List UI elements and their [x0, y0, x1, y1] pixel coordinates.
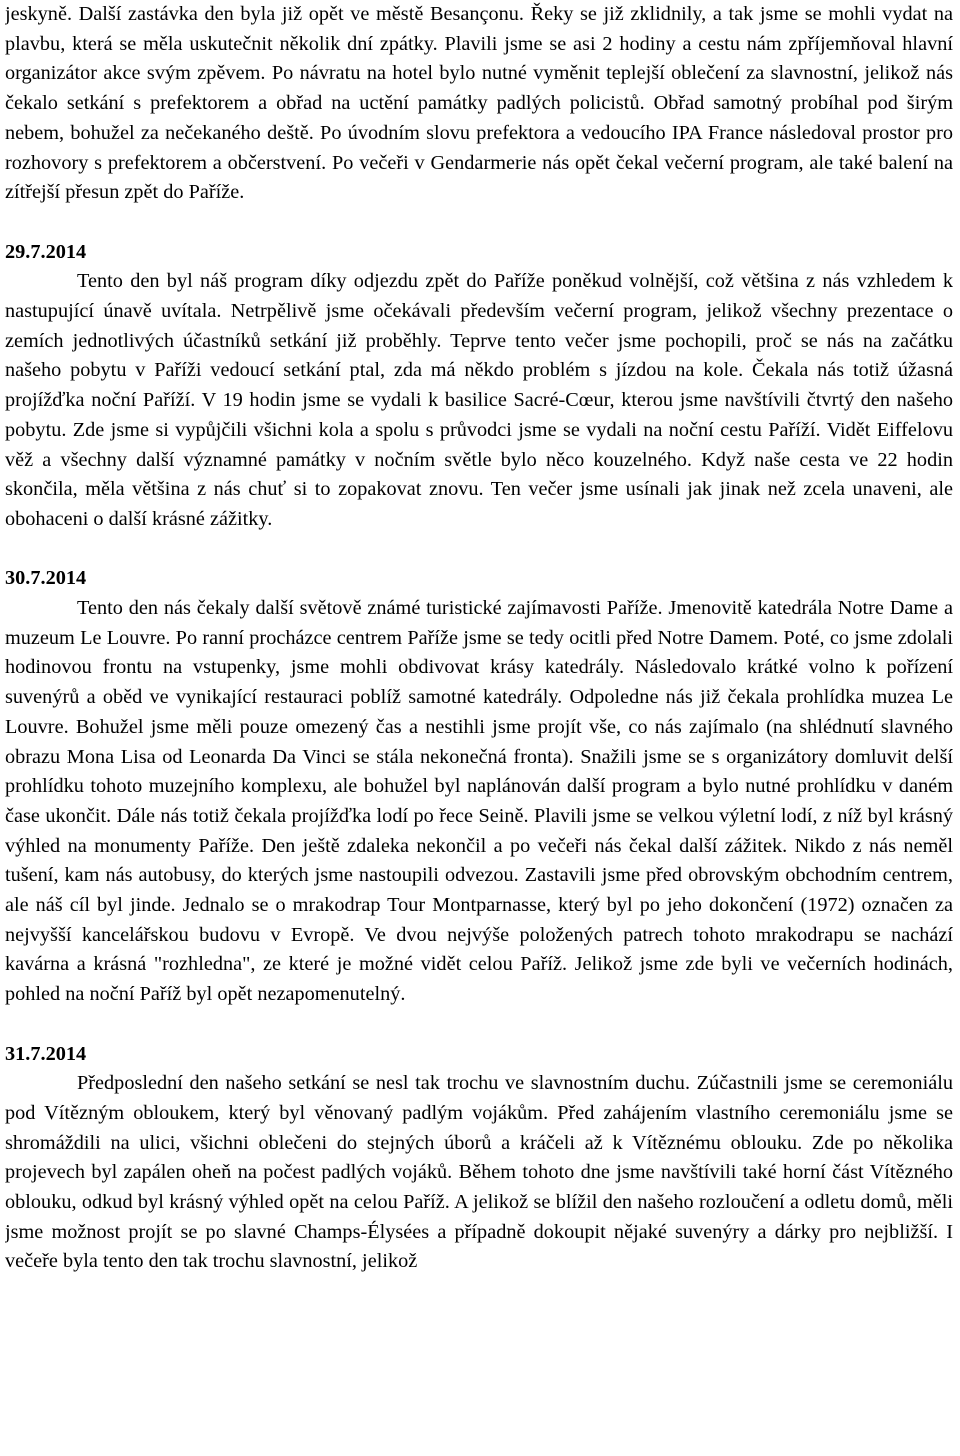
section-date-heading: 31.7.2014	[5, 1042, 87, 1065]
section-date-heading: 29.7.2014	[5, 240, 87, 263]
section-date-heading: 30.7.2014	[5, 567, 87, 590]
section-paragraph: Tento den byl náš program díky odjezdu zpět do Paříže poněkud volnější, což většina z nás vzhledem k nastupující únavě uvítala. Netrpělivě jsme očekávali především večerní program, jelikož všechny prezentace o zemích jednotlivých účastníků setkání již proběhly. Teprve tento večer jsme pochopili, proč se nás na začátku našeho pobytu v Paříži vedoucí setkání ptal, zda má někdo problém s jízdou na kole. Čekala nás totiž úžasná projížďka noční Paříží. V 19 hodin jsme se vydali k basilice Sacré-Cœur, kterou jsme navštívili čtvrtý den našeho pobytu. Zde jsme si vypůjčili všichni kola a spolu s průvodci jsme se vydali na noční cestu Paříží. Vidět Eiffelovu věž a všechny další významné památky v nočním světle bylo něco kouzelného. Když naše cesta ve 22 hodin skončila, měla většina z nás chuť si to zopakovat znovu. Ten večer jsme usínali jak jinak než zcela unaveni, ale obohaceni o další krásné zážitky.	[5, 270, 953, 530]
section-29-7	[5, 238, 953, 535]
intro-paragraph: jeskyně. Další zastávka den byla již opět ve městě Besançonu. Řeky se již zklidnily, a tak jsme se mohli vydat na plavbu, která se měla uskutečnit několik dní zpátky. Plavili jsme se asi 2 hodiny a cestu nám zpříjemňoval hlavní organizátor akce svým zpěvem. Po návratu na hotel bylo nutné vyměnit teplejší oblečení za slavnostní, jelikož nás čekalo setkání s prefektorem a obřad na uctění památky padlých policistů. Obřad samotný probíhal pod širým nebem, bohužel za nečekaného deště. Po úvodním slovu prefektora a vedoucího IPA France následoval prostor pro rozhovory s prefektorem a občerstvení. Po večeři v Gendarmerie nás opět čekal večerní program, ale také balení na zítřejší přesun zpět do Paříže.	[5, 3, 953, 204]
section-30-7	[5, 564, 953, 1010]
document-page	[5, 0, 953, 1456]
section-paragraph: Předposlední den našeho setkání se nesl tak trochu ve slavnostním duchu. Zúčastnili jsme se ceremoniálu pod Vítězným obloukem, který byl věnovaný padlým vojákům. Před zahájením vlastního ceremoniálu jsme se shromáždili na ulici, všichni oblečeni do stejných úborů a kráčeli až k Vítěznému oblouku. Zde po několika projevech byl zapálen oheň na počest padlých vojáků. Během tohoto dne jsme navštívili také horní část Vítězného oblouku, odkud byl krásný výhled opět na celou Paříž. A jelikož se blížil den našeho rozloučení a odletu domů, měli jsme možnost projít se po slavné Champs-Élysées a případně dokoupit nějaké suvenýry a dárky pro nejbližší. I večeře byla tento den tak trochu slavnostní, jelikož	[5, 1072, 953, 1273]
section-paragraph: Tento den nás čekaly další světově známé turistické zajímavosti Paříže. Jmenovitě katedrála Notre Dame a muzeum Le Louvre. Po ranní procházce centrem Paříže jsme se tedy ocitli před Notre Damem. Poté, co jsme zdolali hodinovou frontu na vstupenky, jsme mohli obdivovat krásy katedrály. Následovalo krátké volno k pořízení suvenýrů a oběd ve vynikající restauraci poblíž samotné katedrály. Odpoledne nás již čekala prohlídka muzea Le Louvre. Bohužel jsme měli pouze omezený čas a nestihli jsme projít vše, co nás zajímalo (na shlédnutí slavného obrazu Mona Lisa od Leonarda Da Vinci se stála nekonečná fronta). Snažili jsme se s organizátory domluvit delší prohlídku tohoto muzejního komplexu, ale bohužel byl naplánován další program a bylo nutné prohlídku v daném čase ukončit. Dále nás totiž čekala projížďka lodí po řece Seině. Plavili jsme se velkou výletní lodí, z níž byl krásný výhled na monumenty Paříže. Den ještě zdaleka nekončil a po večeři nás čekal další zážitek. Nikdo z nás neměl tušení, kam nás autobusy, do kterých jsme nastoupili odvezou. Zastavili jsme před obrovským obchodním centrem, ale náš cíl byl jinde. Jednalo se o mrakodrap Tour Montparnasse, který byl po jeho dokončení (1972) označen za nejvyšší kancelářskou budovu v Evropě. Ve dvou nejvýše položených patrech tohoto mrakodrapu se nachází kavárna a krásná "rozhledna", ze které je možné vidět celou Paříž. Jelikož jsme zde byli ve večerních hodinách, pohled na noční Paříž byl opět nezapomenutelný.	[5, 597, 953, 1006]
section-31-7	[5, 1040, 953, 1278]
